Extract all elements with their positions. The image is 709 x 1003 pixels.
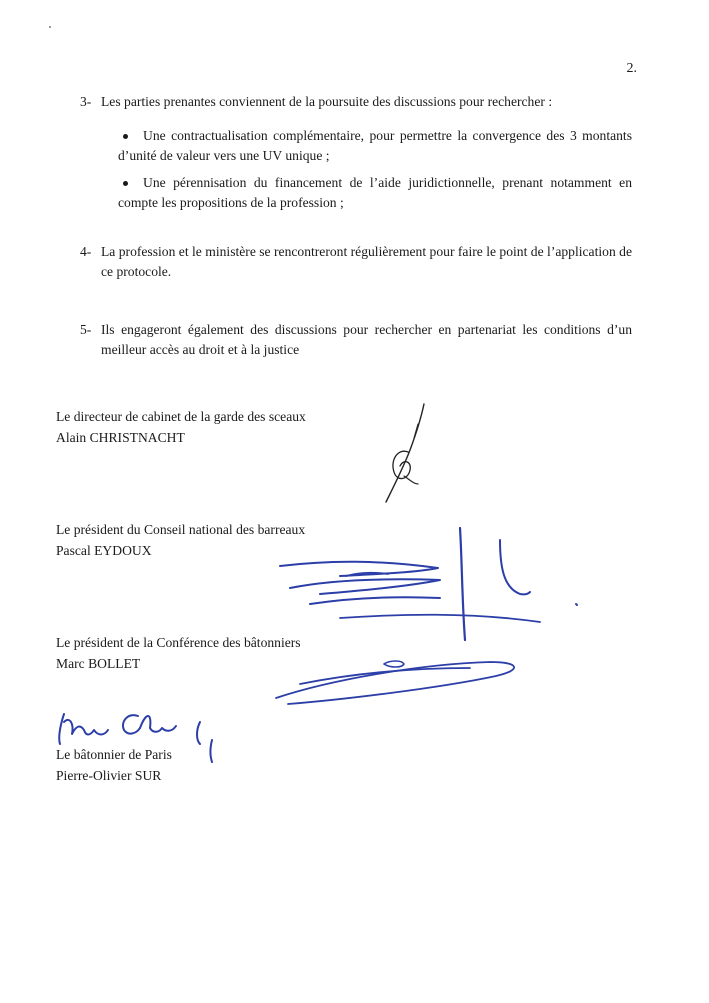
- signatory-role: Le bâtonnier de Paris: [56, 747, 172, 762]
- clause-number: 4-: [80, 244, 92, 259]
- signatory-name: Alain CHRISTNACHT: [56, 430, 185, 445]
- clause-text: Les parties prenantes conviennent de la poursuite des discussions pour rechercher :: [101, 94, 553, 109]
- bullet-text: Une contractualisation complémentaire, pour permettre la convergence des 3 montants d’unité de valeur vers une UV unique ;: [118, 128, 632, 163]
- page-number: 2.: [626, 61, 637, 76]
- signatory-name: Marc BOLLET: [56, 656, 141, 671]
- bullet-icon: [123, 134, 128, 139]
- signatory-block: [56, 519, 305, 561]
- bullet-text: Une pérennisation du financement de l’aide juridictionnelle, prenant notamment en compte les propositions de la profession ;: [118, 175, 632, 210]
- clause-text: Ils engageront également des discussions pour rechercher en partenariat les conditions d’un meilleur accès au droit et à la justice: [101, 322, 632, 357]
- clause-5: [80, 320, 632, 360]
- signatory-name: Pascal EYDOUX: [56, 543, 152, 558]
- signature-christnacht: [386, 404, 424, 502]
- signatory-block: [56, 744, 172, 786]
- signatory-block: [56, 406, 306, 448]
- bullet-icon: [123, 181, 128, 186]
- clause-number: 3-: [80, 94, 92, 109]
- clause-number: 5-: [80, 322, 92, 337]
- clause-4: [80, 242, 632, 282]
- signatory-block: [56, 632, 301, 674]
- bullet-item: [118, 173, 632, 213]
- signatory-role: Le président de la Conférence des bâtonniers: [56, 635, 301, 650]
- scan-speck: [49, 26, 51, 28]
- signatory-name: Pierre-Olivier SUR: [56, 768, 162, 783]
- signatory-role: Le directeur de cabinet de la garde des sceaux: [56, 409, 306, 424]
- clause-3: [80, 92, 632, 112]
- signature-bollet: [276, 661, 514, 704]
- clause-text: La profession et le ministère se rencontreront régulièrement pour faire le point de l’application de ce protocole.: [101, 244, 632, 279]
- bullet-item: [118, 126, 632, 166]
- signatory-role: Le président du Conseil national des barreaux: [56, 522, 306, 537]
- signature-eydoux: [280, 528, 577, 640]
